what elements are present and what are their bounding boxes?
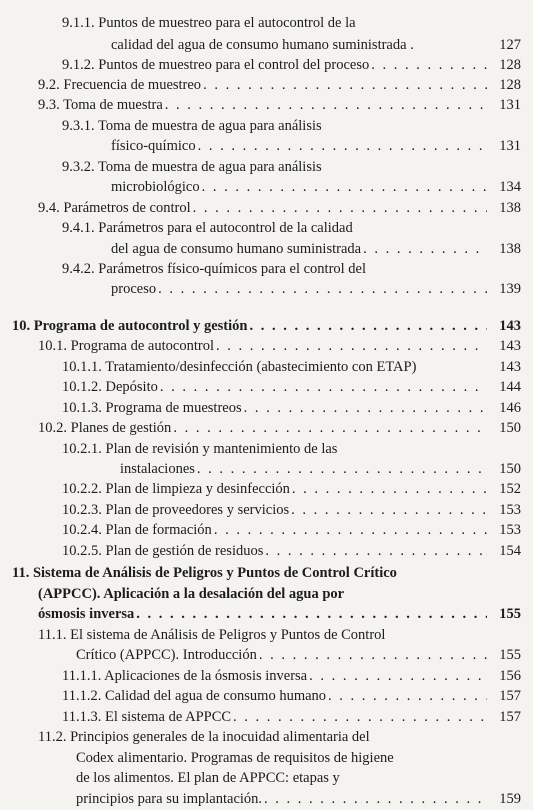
toc-page-number: 154 [499, 542, 521, 559]
toc-entry-text: 10.1.1. Tratamiento/desinfección (abastecimiento con ETAP) [62, 358, 417, 375]
toc-entry-text: microbiológico [111, 179, 200, 196]
toc-entry-11-1-3 [62, 706, 521, 728]
toc-entry-9-4 [38, 197, 521, 219]
toc-entry-10-1-1 [62, 356, 521, 378]
toc-page-number: 152 [499, 481, 521, 498]
toc-chapter-10 [12, 315, 521, 337]
toc-entry-9-2 [38, 74, 521, 96]
toc-entry-text: 10.1.2. Depósito [62, 379, 158, 396]
toc-entry-11-2-cont-2 [76, 767, 521, 789]
toc-page-number: 150 [499, 420, 521, 437]
toc-page-number: 138 [499, 199, 521, 216]
toc-page-number: 155 [499, 606, 521, 622]
toc-entry-10-1-3 [62, 397, 521, 419]
toc-entry-9-1-1-cont [111, 34, 521, 56]
toc-entry-text: 10.1.3. Programa de muestreos [62, 399, 242, 416]
toc-entry-text: 9.1.1. Puntos de muestreo para el autocontrol de la [62, 14, 356, 31]
toc-page-number: 128 [499, 57, 521, 74]
toc-entry-text: 9.4. Parámetros de control [38, 199, 191, 216]
toc-page-number: 143 [499, 317, 521, 334]
toc-entry-text: instalaciones [120, 460, 195, 477]
toc-chapter-11-cont-2 [38, 603, 521, 625]
toc-page-number: 131 [499, 138, 521, 155]
toc-entry-text: Crítico (APPCC). Introducción [76, 647, 257, 663]
toc-entry-text: 10.2.3. Plan de proveedores y servicios [62, 501, 290, 518]
toc-entry-9-4-2 [62, 258, 521, 280]
toc-page-number: 127 [499, 36, 521, 53]
toc-entry-text: 10.2. Planes de gestión [38, 420, 172, 437]
toc-entry-9-3-1 [62, 115, 521, 137]
toc-page-number: 153 [499, 501, 521, 518]
toc-page-number: 155 [499, 647, 521, 663]
toc-entry-9-3-1-cont [111, 135, 521, 157]
toc-page-number: 157 [499, 708, 521, 725]
toc-entry-text: 11.2. Principios generales de la inocuidad alimentaria del [38, 729, 370, 745]
toc-entry-text: 10.2.5. Plan de gestión de residuos [62, 542, 264, 559]
toc-page-number: 159 [499, 790, 521, 807]
toc-leader-dots [264, 788, 487, 810]
toc-page-number: 128 [499, 76, 521, 93]
toc-entry-10-2-4 [62, 519, 521, 541]
toc-entry-text: 9.2. Frecuencia de muestreo [38, 76, 202, 93]
toc-entry-9-4-2-cont [111, 278, 521, 300]
toc-page-number: 156 [499, 667, 521, 684]
toc-page-number: 143 [499, 358, 521, 375]
toc-entry-text: ósmosis inversa [38, 606, 135, 622]
toc-entry-9-4-1-cont [111, 238, 521, 260]
toc-entry-10-1 [38, 335, 521, 357]
toc-entry-text: 11.1.3. El sistema de APPCC [62, 708, 232, 725]
toc-entry-text: calidad del agua de consumo humano suministrada . [111, 36, 414, 53]
toc-entry-text: 9.4.1. Parámetros para el autocontrol de la calidad [62, 220, 353, 237]
toc-entry-text: 11.1.2. Calidad del agua de consumo humano [62, 688, 327, 704]
toc-entry-11-1-cont [76, 644, 521, 666]
toc-page-number: 144 [499, 379, 521, 396]
toc-entry-text: 9.4.2. Parámetros físico-químicos para el control del [62, 261, 367, 278]
toc-entry-text: físico-químico [111, 138, 196, 155]
toc-page-number: 139 [499, 281, 521, 298]
toc-page-number: 143 [499, 338, 521, 355]
toc-entry-text: 10.2.2. Plan de limpieza y desinfección [62, 481, 290, 498]
toc-page-number: 138 [499, 240, 521, 257]
toc-entry-9-1-1 [62, 12, 521, 34]
toc-entry-9-3 [38, 94, 521, 116]
toc-entry-text: 9.3.2. Toma de muestra de agua para análisis [62, 158, 322, 175]
toc-entry-text: 11.1.1. Aplicaciones de la ósmosis inversa [62, 667, 308, 684]
toc-entry-text: 10.2.1. Plan de revisión y mantenimiento de las [62, 440, 338, 457]
toc-entry-text: 10. Programa de autocontrol y gestión [12, 317, 248, 334]
toc-entry-text: 10.2.4. Plan de formación [62, 522, 212, 539]
toc-entry-text: 9.1.2. Puntos de muestreo para el control del proceso [62, 57, 370, 74]
toc-entry-text: 10.1. Programa de autocontrol [38, 338, 214, 355]
toc-entry-10-2-3 [62, 499, 521, 521]
toc-page-number: 131 [499, 97, 521, 114]
toc-entry-10-2-2 [62, 478, 521, 500]
toc-entry-11-1-2 [62, 685, 521, 707]
toc-entry-text: 9.3. Toma de muestra [38, 97, 163, 114]
toc-entry-text: (APPCC). Aplicación a la desalación del agua por [38, 585, 345, 602]
toc-entry-9-3-2-cont [111, 176, 521, 198]
toc-page-number: 157 [499, 688, 521, 704]
toc-entry-11-2 [38, 726, 521, 748]
toc-entry-11-2-cont-3 [76, 788, 521, 810]
toc-entry-text: principios para su implantación. [76, 790, 263, 807]
toc-entry-10-2-1 [62, 438, 521, 460]
toc-entry-9-3-2 [62, 156, 521, 178]
toc-entry-10-1-2 [62, 376, 521, 398]
toc-entry-text: Codex alimentario. Programas de requisitos de higiene [76, 749, 394, 766]
toc-entry-11-1 [38, 624, 521, 646]
toc-entry-11-1-1 [62, 665, 521, 687]
toc-entry-text: de los alimentos. El plan de APPCC: etapas y [76, 770, 340, 786]
toc-page-number: 146 [499, 399, 521, 416]
toc-entry-10-2 [38, 417, 521, 439]
toc-entry-text: 9.3.1. Toma de muestra de agua para análisis [62, 117, 322, 134]
toc-entry-10-2-1-cont [120, 458, 521, 480]
toc-chapter-11 [12, 562, 521, 584]
toc-entry-text: 11. Sistema de Análisis de Peligros y Puntos de Control Crítico [12, 565, 397, 581]
toc-entry-11-2-cont-1 [76, 747, 521, 769]
toc-chapter-11-cont-1 [38, 583, 521, 605]
toc-entry-9-4-1 [62, 217, 521, 239]
toc-page-number: 134 [499, 179, 521, 196]
toc-entry-text: 11.1. El sistema de Análisis de Peligros y Puntos de Control [38, 626, 386, 643]
toc-entry-text: del agua de consumo humano suministrada [111, 240, 362, 257]
toc-page-number: 150 [499, 460, 521, 477]
toc-entry-10-2-5 [62, 540, 521, 562]
toc-page-number: 153 [499, 522, 521, 539]
toc-entry-text: proceso [111, 281, 157, 298]
